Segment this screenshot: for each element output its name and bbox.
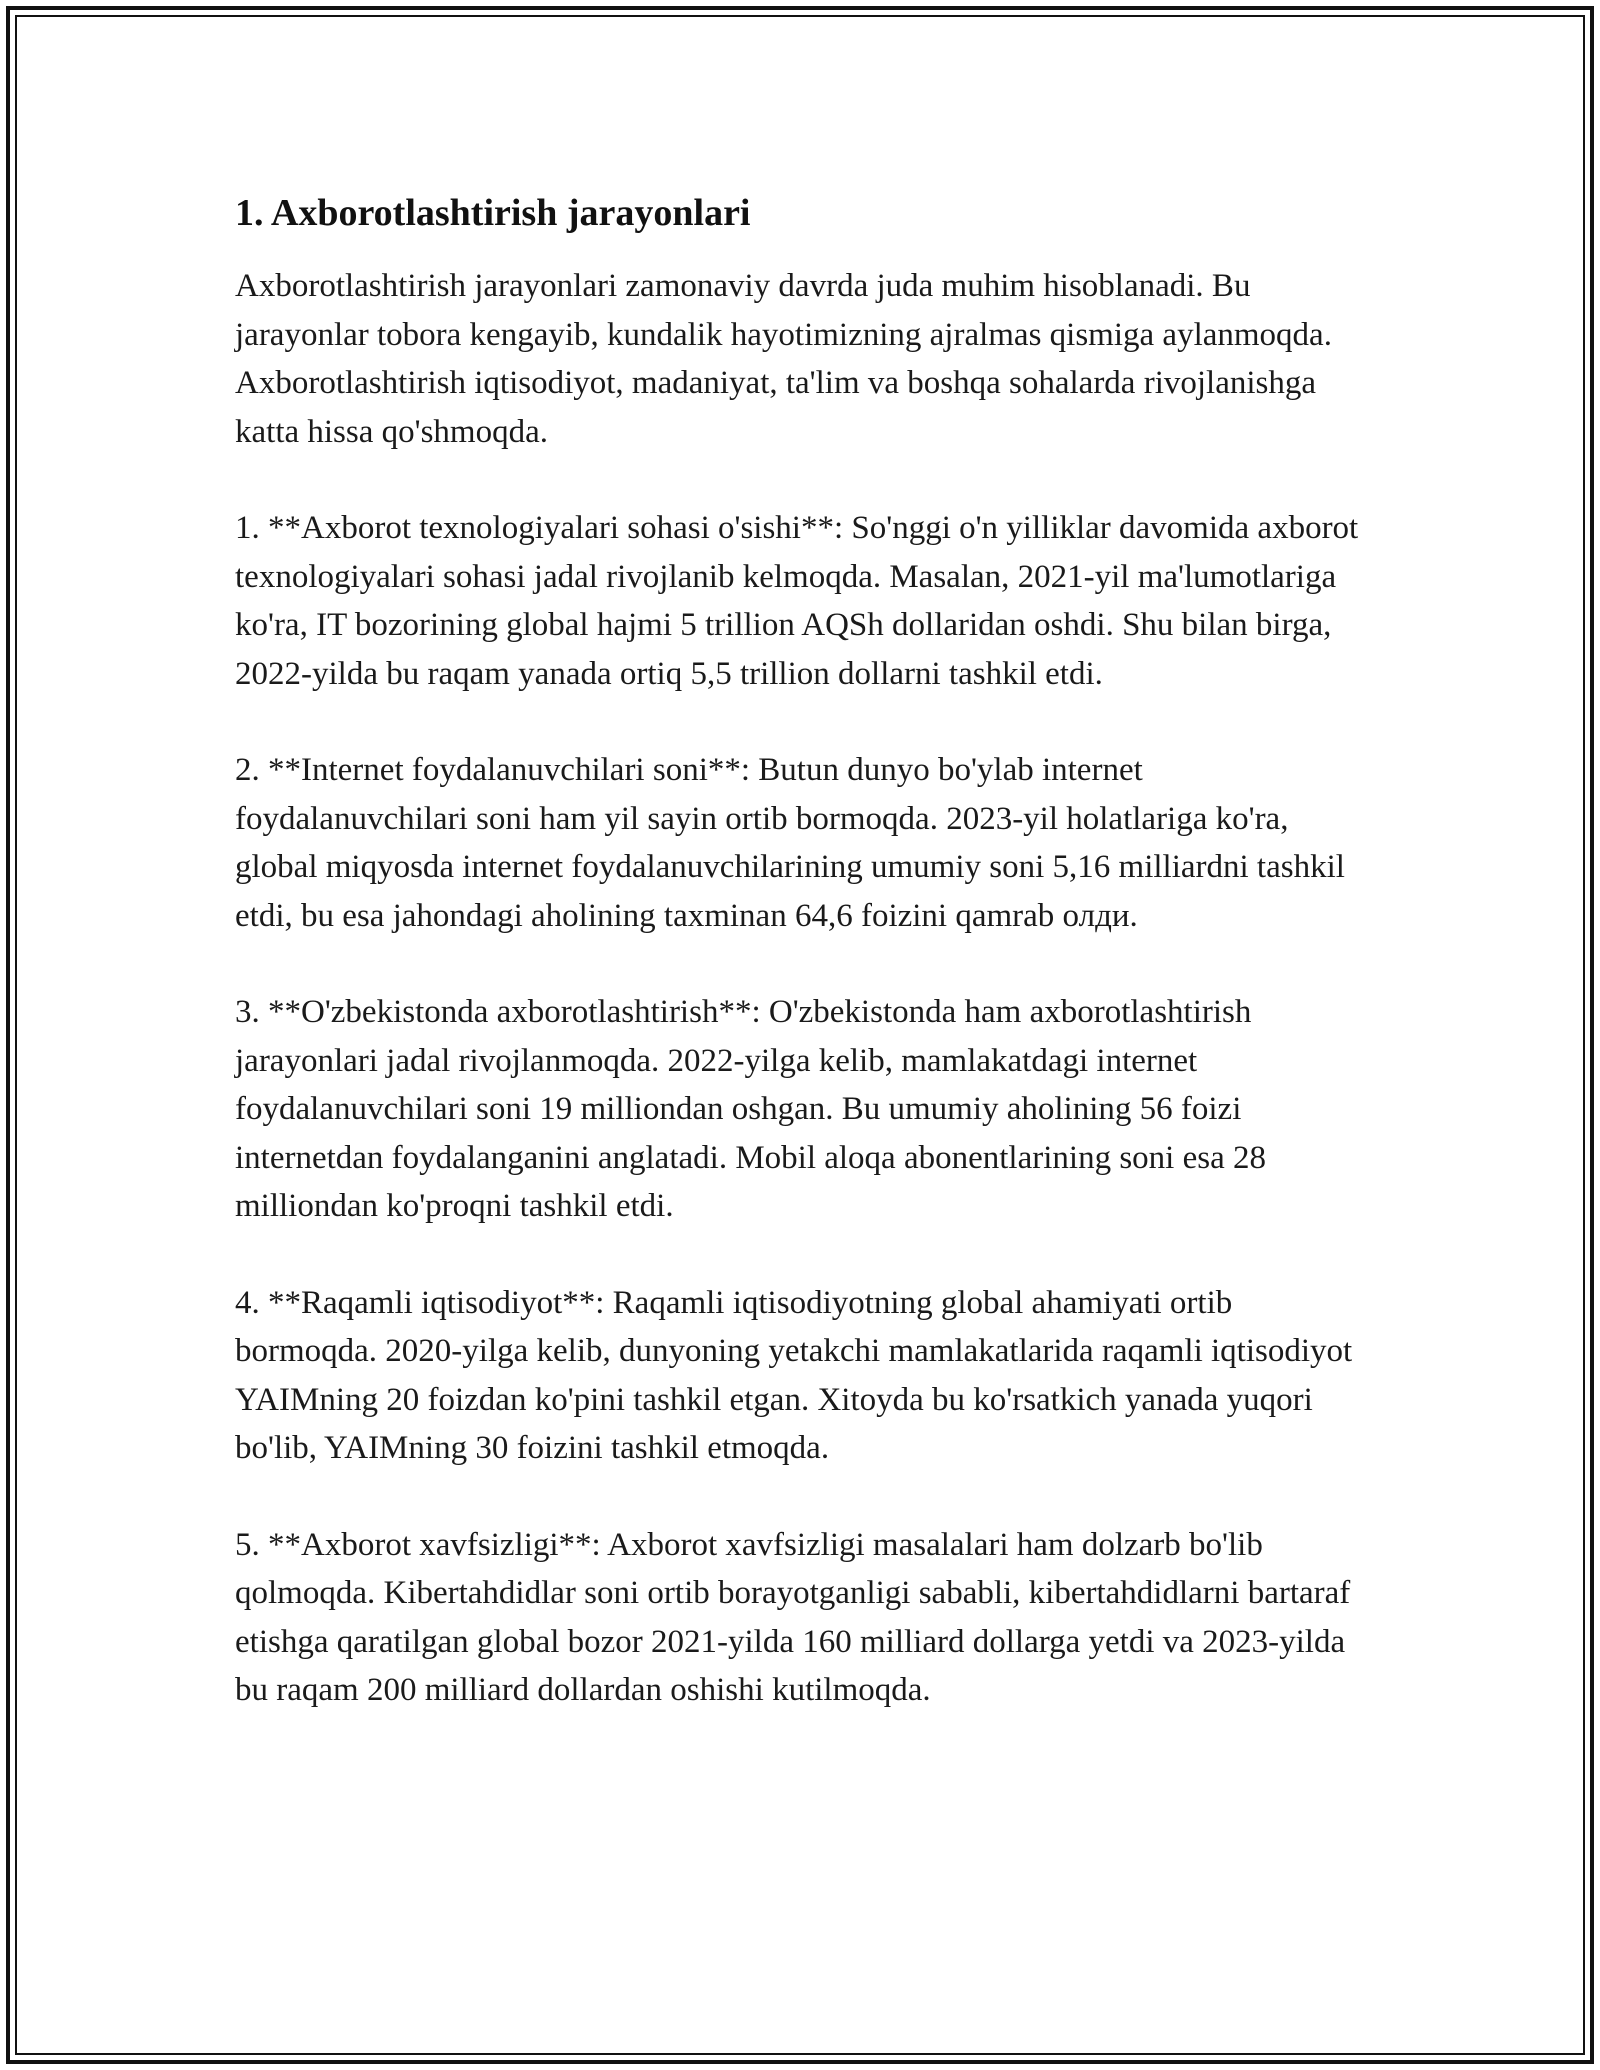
document-body (235, 188, 1375, 1715)
paragraph-information-security: 5. **Axborot xavfsizligi**: Axborot xavfsizligi masalalari ham dolzarb bo'lib qolmoqda. Kibertahdidlar soni ortib borayotganligi sababli, kibertahdidlarni bartaraf etishga qaratilgan global bozor 2021-yilda 160 milliard dollarga yetdi va 2023-yilda bu raqam 200 milliard dollardan oshishi kutilmoqda. (235, 1526, 1351, 1708)
intro-paragraph: Axborotlashtirish jarayonlari zamonaviy davrda juda muhim hisoblanadi. Bu jarayonlar tobora kengayib, kundalik hayotimizning ajralmas qismiga aylanmoqda. Axborotlashtirish iqtisodiyot, madaniyat, ta'lim va boshqa sohalarda rivojlanishga katta hissa qo'shmoqda. (235, 268, 1332, 450)
paragraph-digital-economy: 4. **Raqamli iqtisodiyot**: Raqamli iqtisodiyotning global ahamiyati ortib bormoqda. 2020-yilga kelib, dunyoning yetakchi mamlakatlarida raqamli iqtisodiyot YAIMning 20 foizdan ko'pini tashkil etgan. Xitoyda bu ko'rsatkich yanada yuqori bo'lib, YAIMning 30 foizini tashkil etmoqda. (235, 1284, 1353, 1466)
paragraph-it-sector: 1. **Axborot texnologiyalari sohasi o'sishi**: So'nggi o'n yilliklar davomida axborot texnologiyalari sohasi jadal rivojlanib kelmoqda. Masalan, 2021-yil ma'lumotlariga ko'ra, IT bozorining global hajmi 5 trillion AQSh dollaridan oshdi. Shu bilan birga, 2022-yilda bu raqam yanada ortiq 5,5 trillion dollarni tashkil etdi. (235, 510, 1359, 692)
paragraph-internet-users: 2. **Internet foydalanuvchilari soni**: Butun dunyo bo'ylab internet foydalanuvchilari soni ham yil sayin ortib bormoqda. 2023-yil holatlariga ko'ra, global miqyosda internet foydalanuvchilarining umumiy soni 5,16 milliardni tashkil etdi, bu esa jahondagi aholining taxminan 64,6 foizini qamrab олди. (235, 752, 1345, 934)
document-title: 1. Axborotlashtirish jarayonlari (235, 192, 751, 234)
paragraph-uzbekistan: 3. **O'zbekistonda axborotlashtirish**: O'zbekistonda ham axborotlashtirish jarayonlari jadal rivojlanmoqda. 2022-yilga kelib, mamlakatdagi internet foydalanuvchilari soni 19 milliondan oshgan. Bu umumiy aholining 56 foizi internetdan foydalanganini anglatadi. Mobil aloqa abonentlarining soni esa 28 milliondan ko'proqni tashkil etdi. (235, 994, 1266, 1224)
